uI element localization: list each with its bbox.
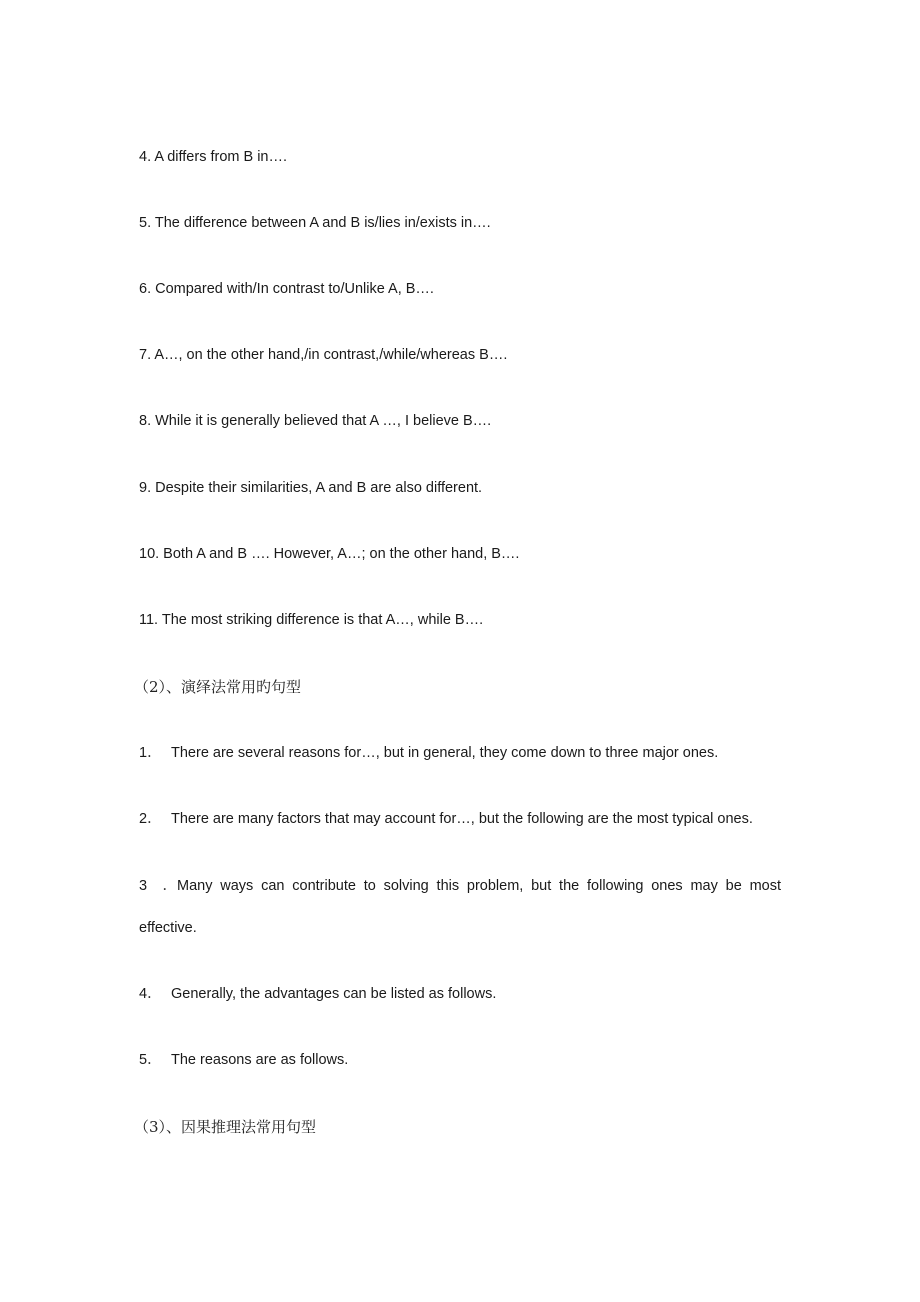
deduction-item-5 [139,1050,348,1070]
deduction-item-3 [139,876,781,896]
item-text: There are several reasons for…, but in general, they come down to three major ones. [171,745,719,761]
item-number: 1． [139,745,162,761]
item-text: Generally, the advantages can be listed as follows. [171,986,497,1002]
deduction-item-2 [139,809,753,829]
section-heading-causal: （3）、因果推理法常用句型 [134,1118,317,1136]
item-text: Many ways can contribute to solving this problem, but the following ones may be most [177,878,781,894]
comparison-item-7: 7. A…, on the other hand,/in contrast,/while/whereas B…. [139,347,508,363]
item-text: There are many factors that may account for…, but the following are the most typical ones. [171,811,753,827]
item-number: 2． [139,811,162,827]
comparison-item-5: 5. The difference between A and B is/lies in/exists in…. [139,215,491,231]
deduction-item-4 [139,984,496,1004]
comparison-item-6: 6. Compared with/In contrast to/Unlike A, B…. [139,281,434,297]
item-text: The reasons are as follows. [171,1052,349,1068]
comparison-item-8: 8. While it is generally believed that A …, I believe B…. [139,413,492,429]
comparison-item-4: 4. A differs from B in…. [139,149,288,165]
deduction-item-3-continuation: effective. [139,920,197,936]
item-number: 3． [139,878,177,894]
comparison-item-10: 10. Both A and B …. However, A…; on the other hand, B…. [139,546,520,562]
section-heading-deduction: （2）、演绎法常用旳句型 [134,678,302,696]
comparison-item-9: 9. Despite their similarities, A and B are also different. [139,480,483,496]
item-number: 4． [139,986,162,1002]
item-number: 5． [139,1052,162,1068]
deduction-item-1 [139,743,718,763]
comparison-item-11: 11. The most striking difference is that A…, while B…. [139,612,484,628]
